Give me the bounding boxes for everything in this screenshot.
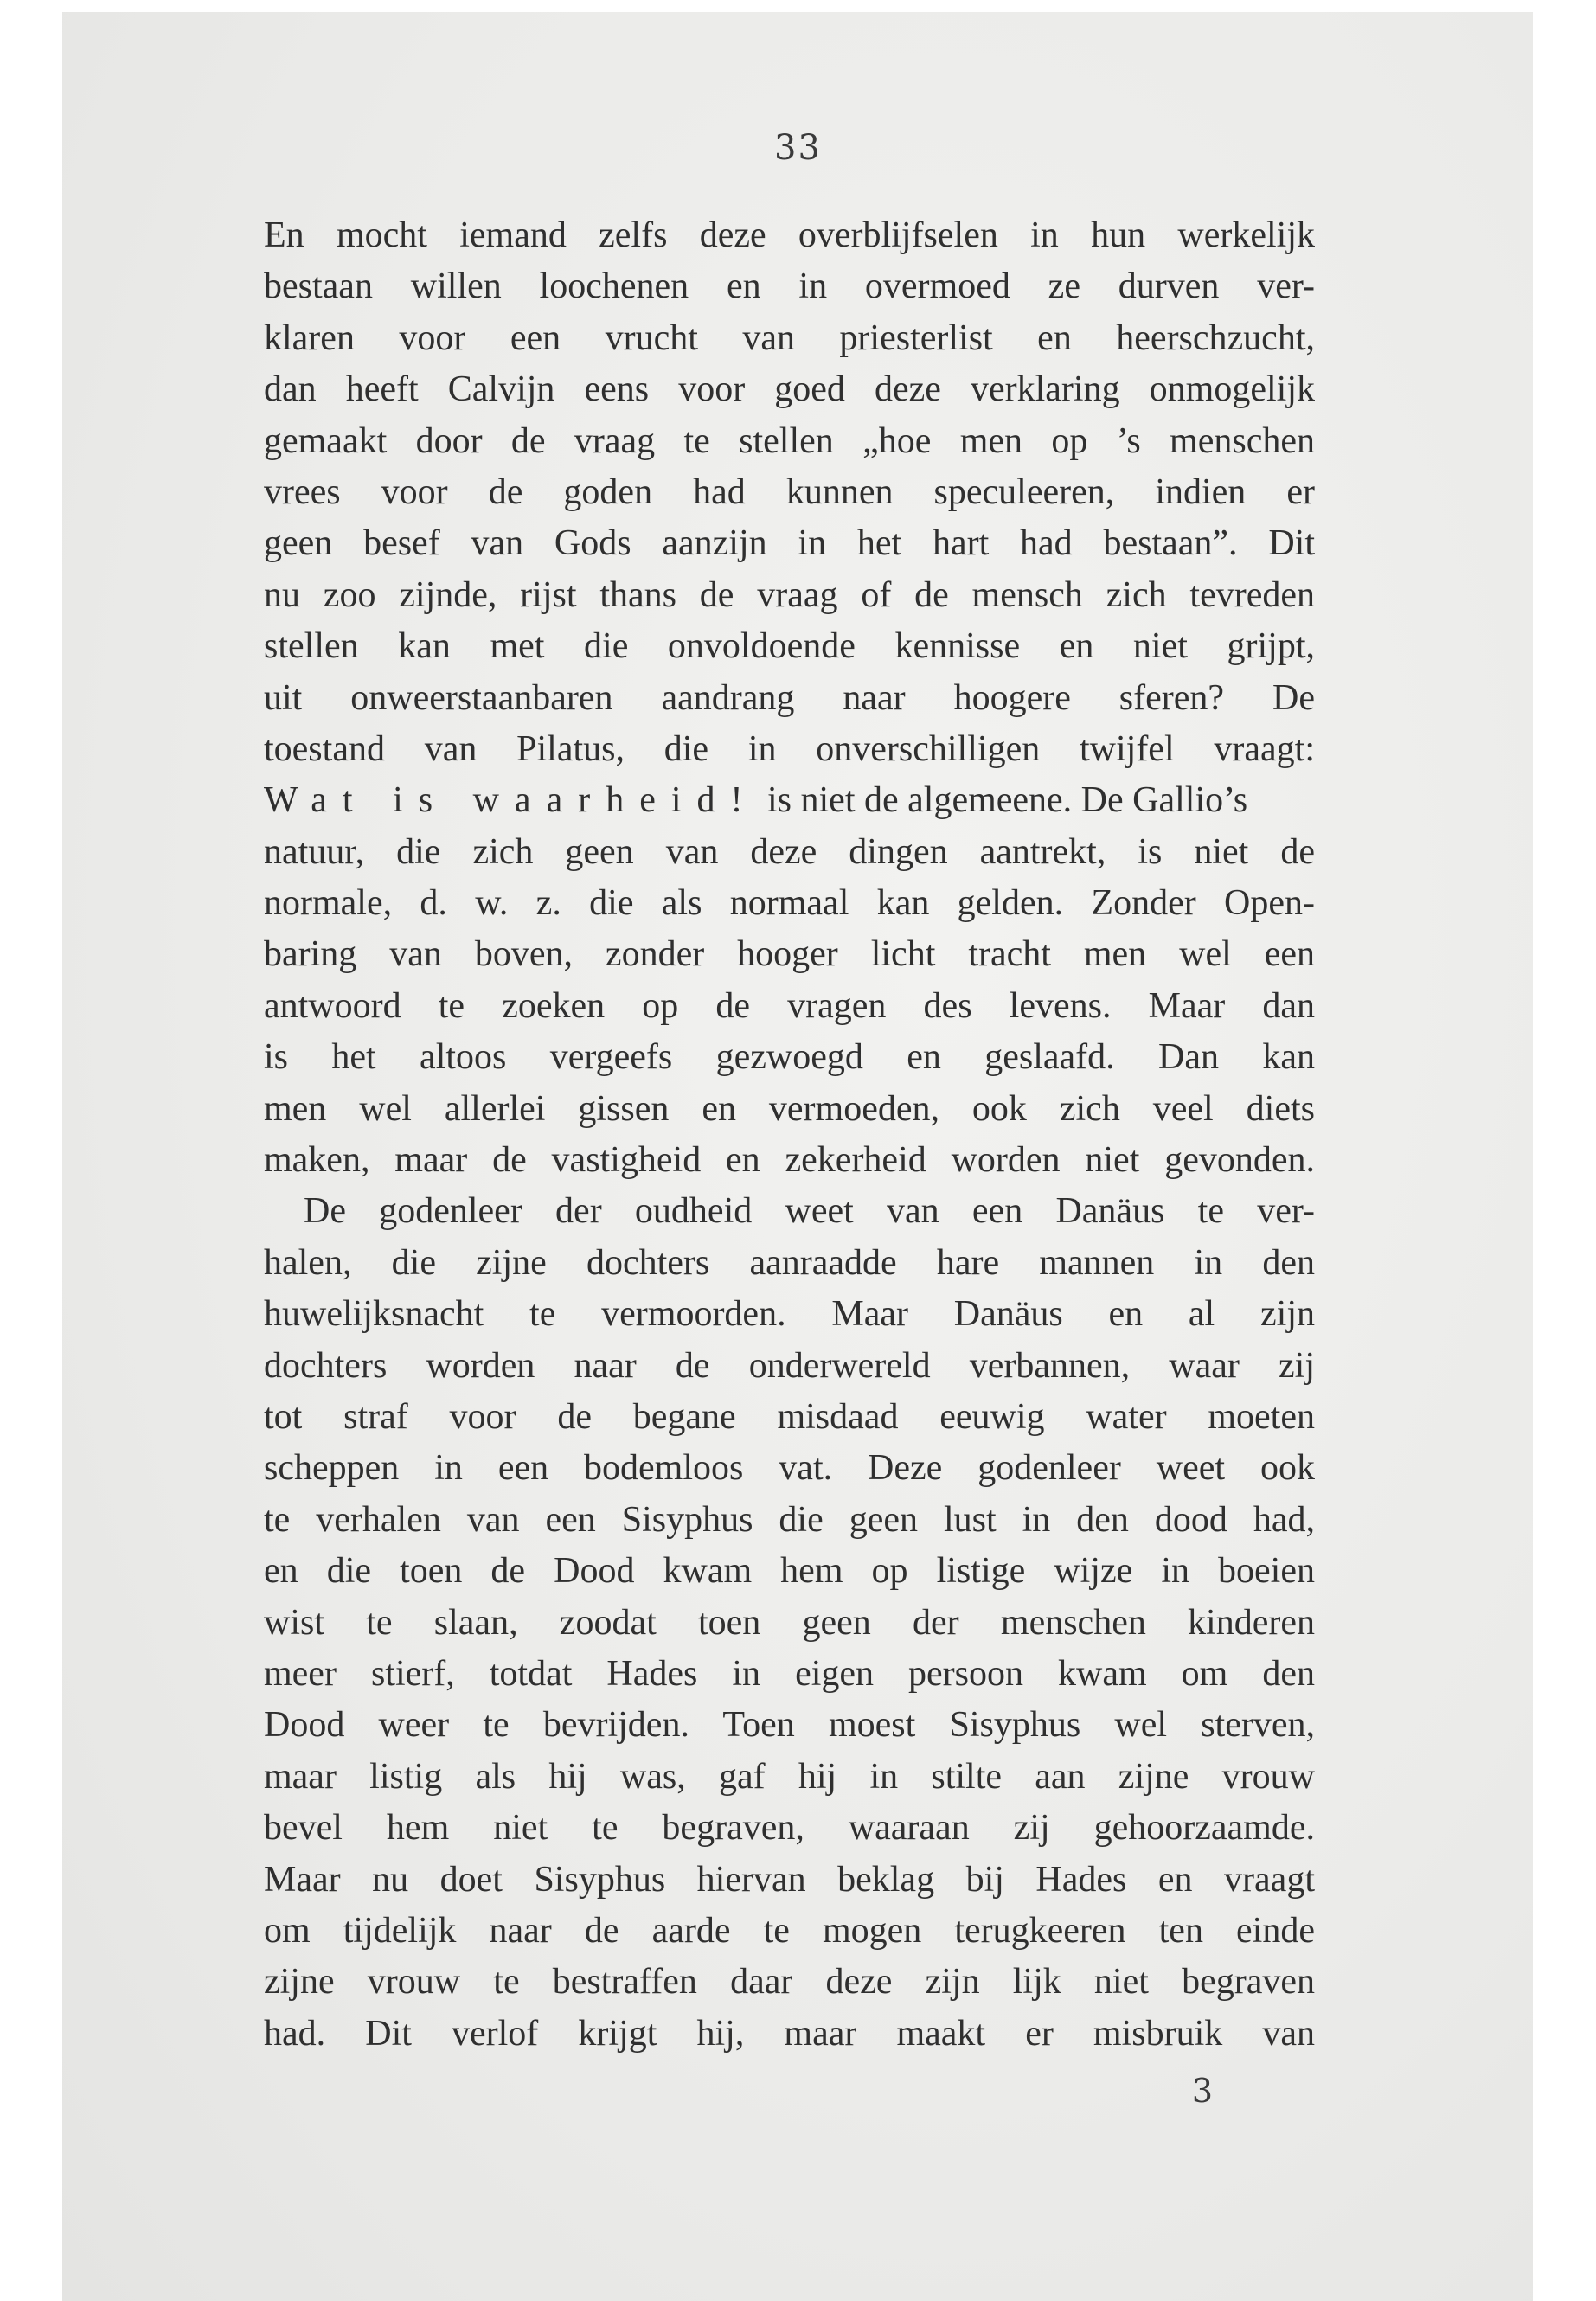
text-line: maken, maar de vastigheid en zekerheid worden niet gevonden. bbox=[264, 1140, 1315, 1181]
text-line: wist te slaan, zoodat toen geen der menschen kinderen bbox=[264, 1602, 1315, 1643]
text-line: bestaan willen loochenen en in overmoed ze durven ver- bbox=[264, 266, 1315, 307]
body-text bbox=[264, 210, 1315, 2060]
text-line: klaren voor een vrucht van priesterlist en heerschzucht, bbox=[264, 317, 1315, 358]
text-line: is het altoos vergeefs gezwoegd en geslaafd. Dan kan bbox=[264, 1037, 1315, 1078]
text-line: had. Dit verlof krijgt hij, maar maakt er misbruik van bbox=[264, 2013, 1315, 2054]
text-line: dan heeft Calvijn eens voor goed deze verklaring onmogelijk bbox=[264, 369, 1315, 410]
text-line: huwelijksnacht te vermoorden. Maar Danäus en al zijn bbox=[264, 1294, 1315, 1335]
paragraph-start-line: De godenleer der oudheid weet van een Danäus te ver- bbox=[304, 1191, 1315, 1232]
text-line: zijne vrouw te bestraffen daar deze zijn lijk niet begraven bbox=[264, 1962, 1315, 2003]
page-number: 33 bbox=[774, 128, 822, 168]
text-line: tot straf voor de begane misdaad eeuwig water moeten bbox=[264, 1396, 1315, 1437]
text-line: uit onweerstaanbaren aandrang naar hoogere sferen? De bbox=[264, 677, 1315, 718]
text-line: meer stierf, totdat Hades in eigen persoon kwam om den bbox=[264, 1653, 1315, 1694]
text-line: gemaakt door de vraag te stellen „hoe men op ’s menschen bbox=[264, 420, 1315, 461]
text-line: scheppen in een bodemloos vat. Deze godenleer weet ook bbox=[264, 1448, 1315, 1489]
text-line: natuur, die zich geen van deze dingen aantrekt, is niet de bbox=[264, 831, 1315, 872]
text-line: vrees voor de goden had kunnen speculeeren, indien er bbox=[264, 471, 1315, 512]
text-line: nu zoo zijnde, rijst thans de vraag of de mensch zich tevreden bbox=[264, 574, 1315, 615]
text-line: antwoord te zoeken op de vragen des levens. Maar dan bbox=[264, 985, 1315, 1026]
text-line-rest: is niet de algemeene. De Gallio’s bbox=[758, 780, 1248, 821]
text-line: stellen kan met die onvoldoende kennisse en niet grijpt, bbox=[264, 626, 1315, 667]
text-line: maar listig als hij was, gaf hij in stilte aan zijne vrouw bbox=[264, 1756, 1315, 1797]
text-line: om tijdelijk naar de aarde te mogen terugkeeren ten einde bbox=[264, 1910, 1315, 1951]
signature-mark: 3 bbox=[1191, 2072, 1214, 2110]
text-line: toestand van Pilatus, die in onverschilligen twijfel vraagt: bbox=[264, 728, 1315, 769]
text-line: Maar nu doet Sisyphus hiervan beklag bij Hades en vraagt bbox=[264, 1859, 1315, 1900]
text-line: bevel hem niet te begraven, waaraan zij gehoorzaamde. bbox=[264, 1808, 1315, 1849]
text-line: geen besef van Gods aanzijn in het hart had bestaan”. Dit bbox=[264, 523, 1315, 564]
text-line: normale, d. w. z. die als normaal kan gelden. Zonder Open- bbox=[264, 883, 1315, 924]
emphasized-phrase: Wat is waarheid! bbox=[264, 780, 759, 821]
text-line: dochters worden naar de onderwereld verbannen, waar zij bbox=[264, 1345, 1315, 1386]
text-line: men wel allerlei gissen en vermoeden, ook zich veel diets bbox=[264, 1088, 1315, 1129]
text-line: En mocht iemand zelfs deze overblijfselen in hun werkelijk bbox=[264, 215, 1315, 255]
text-line: halen, die zijne dochters aanraadde hare mannen in den bbox=[264, 1242, 1315, 1283]
text-line-spaced bbox=[264, 775, 1315, 826]
text-line: te verhalen van een Sisyphus die geen lust in den dood had, bbox=[264, 1499, 1315, 1540]
text-line: en die toen de Dood kwam hem op listige wijze in boeien bbox=[264, 1551, 1315, 1592]
text-line: baring van boven, zonder hooger licht tracht men wel een bbox=[264, 934, 1315, 975]
text-line: Dood weer te bevrijden. Toen moest Sisyphus wel sterven, bbox=[264, 1705, 1315, 1746]
